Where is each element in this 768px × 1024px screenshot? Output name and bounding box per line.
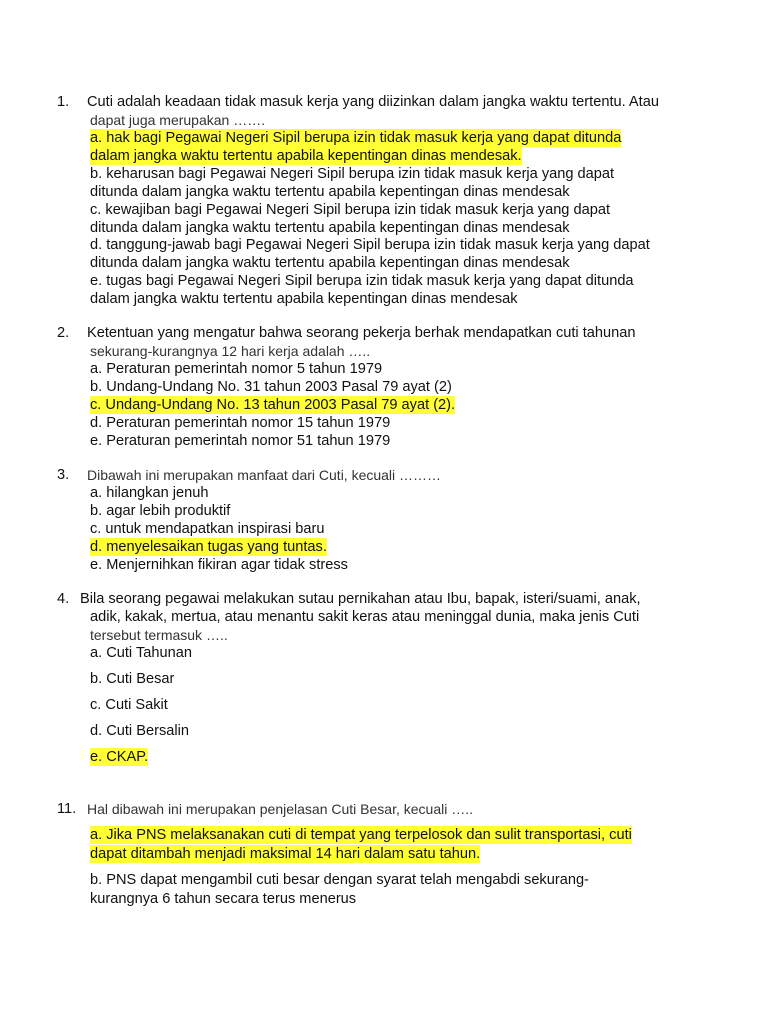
option-e: e. tugas bagi Pegawai Negeri Sipil berupa izin tidak masuk kerja yang dapat ditunda: [90, 273, 634, 289]
option-a: dapat ditambah menjadi maksimal 14 hari dalam satu tahun.: [90, 846, 481, 862]
question-stem: Cuti adalah keadaan tidak masuk kerja yang diizinkan dalam jangka waktu tertentu. Atau: [87, 94, 659, 110]
option-a: dalam jangka waktu tertentu apabila kepentingan dinas mendesak.: [90, 148, 522, 164]
option-b: b. PNS dapat mengambil cuti besar dengan syarat telah mengabdi sekurang-: [90, 872, 589, 888]
option-e: e. CKAP.: [90, 749, 149, 765]
option-d: ditunda dalam jangka waktu tertentu apabila kepentingan dinas mendesak: [90, 255, 570, 271]
question-number: 1.: [57, 94, 70, 110]
option-e: e. Menjernihkan fikiran agar tidak stress: [90, 557, 348, 573]
option-e: e. Peraturan pemerintah nomor 51 tahun 1979: [90, 433, 391, 449]
option-d: d. Peraturan pemerintah nomor 15 tahun 1979: [90, 415, 391, 431]
question-stem: Dibawah ini merupakan manfaat dari Cuti, kecuali ………: [87, 467, 442, 483]
option-a: a. Peraturan pemerintah nomor 5 tahun 1979: [90, 361, 383, 377]
option-b: kurangnya 6 tahun secara terus menerus: [90, 891, 357, 907]
option-b: b. agar lebih produktif: [90, 503, 231, 519]
option-a: a. Cuti Tahunan: [90, 645, 192, 661]
option-a: a. hilangkan jenuh: [90, 485, 209, 501]
option-c: c. kewajiban bagi Pegawai Negeri Sipil berupa izin tidak masuk kerja yang dapat: [90, 202, 610, 218]
option-b: b. Cuti Besar: [90, 671, 175, 687]
question-stem: Hal dibawah ini merupakan penjelasan Cuti Besar, kecuali …..: [87, 801, 473, 817]
option-a: a. hak bagi Pegawai Negeri Sipil berupa izin tidak masuk kerja yang dapat ditunda: [90, 130, 622, 146]
option-b: b. Undang-Undang No. 31 tahun 2003 Pasal 79 ayat (2): [90, 379, 452, 395]
question-number: 11.: [57, 801, 77, 817]
option-b: ditunda dalam jangka waktu tertentu apabila kepentingan dinas mendesak: [90, 184, 570, 200]
question-stem: Ketentuan yang mengatur bahwa seorang pekerja berhak mendapatkan cuti tahunan: [87, 325, 636, 341]
question-stem: adik, kakak, mertua, atau menantu sakit keras atau meninggal dunia, maka jenis Cuti: [90, 609, 640, 625]
option-e: dalam jangka waktu tertentu apabila kepentingan dinas mendesak: [90, 291, 518, 307]
question-stem: sekurang-kurangnya 12 hari kerja adalah …..: [90, 343, 371, 359]
question-number: 3.: [57, 467, 70, 483]
question-stem: tersebut termasuk …..: [90, 627, 228, 643]
question-number: 2.: [57, 325, 70, 341]
option-d: d. menyelesaikan tugas yang tuntas.: [90, 539, 327, 555]
option-a: a. Jika PNS melaksanakan cuti di tempat yang terpelosok dan sulit transportasi, cuti: [90, 827, 632, 843]
option-c: ditunda dalam jangka waktu tertentu apabila kepentingan dinas mendesak: [90, 220, 570, 236]
question-stem: dapat juga merupakan …….: [90, 112, 266, 128]
question-stem: Bila seorang pegawai melakukan sutau pernikahan atau Ibu, bapak, isteri/suami, anak,: [80, 591, 641, 607]
option-c: c. Undang-Undang No. 13 tahun 2003 Pasal 79 ayat (2).: [90, 397, 456, 413]
option-b: b. keharusan bagi Pegawai Negeri Sipil berupa izin tidak masuk kerja yang dapat: [90, 166, 615, 182]
option-c: c. untuk mendapatkan inspirasi baru: [90, 521, 325, 537]
question-number: 4.: [57, 591, 70, 607]
option-c: c. Cuti Sakit: [90, 697, 168, 713]
option-d: d. Cuti Bersalin: [90, 723, 189, 739]
option-d: d. tanggung-jawab bagi Pegawai Negeri Sipil berupa izin tidak masuk kerja yang dapat: [90, 237, 650, 253]
